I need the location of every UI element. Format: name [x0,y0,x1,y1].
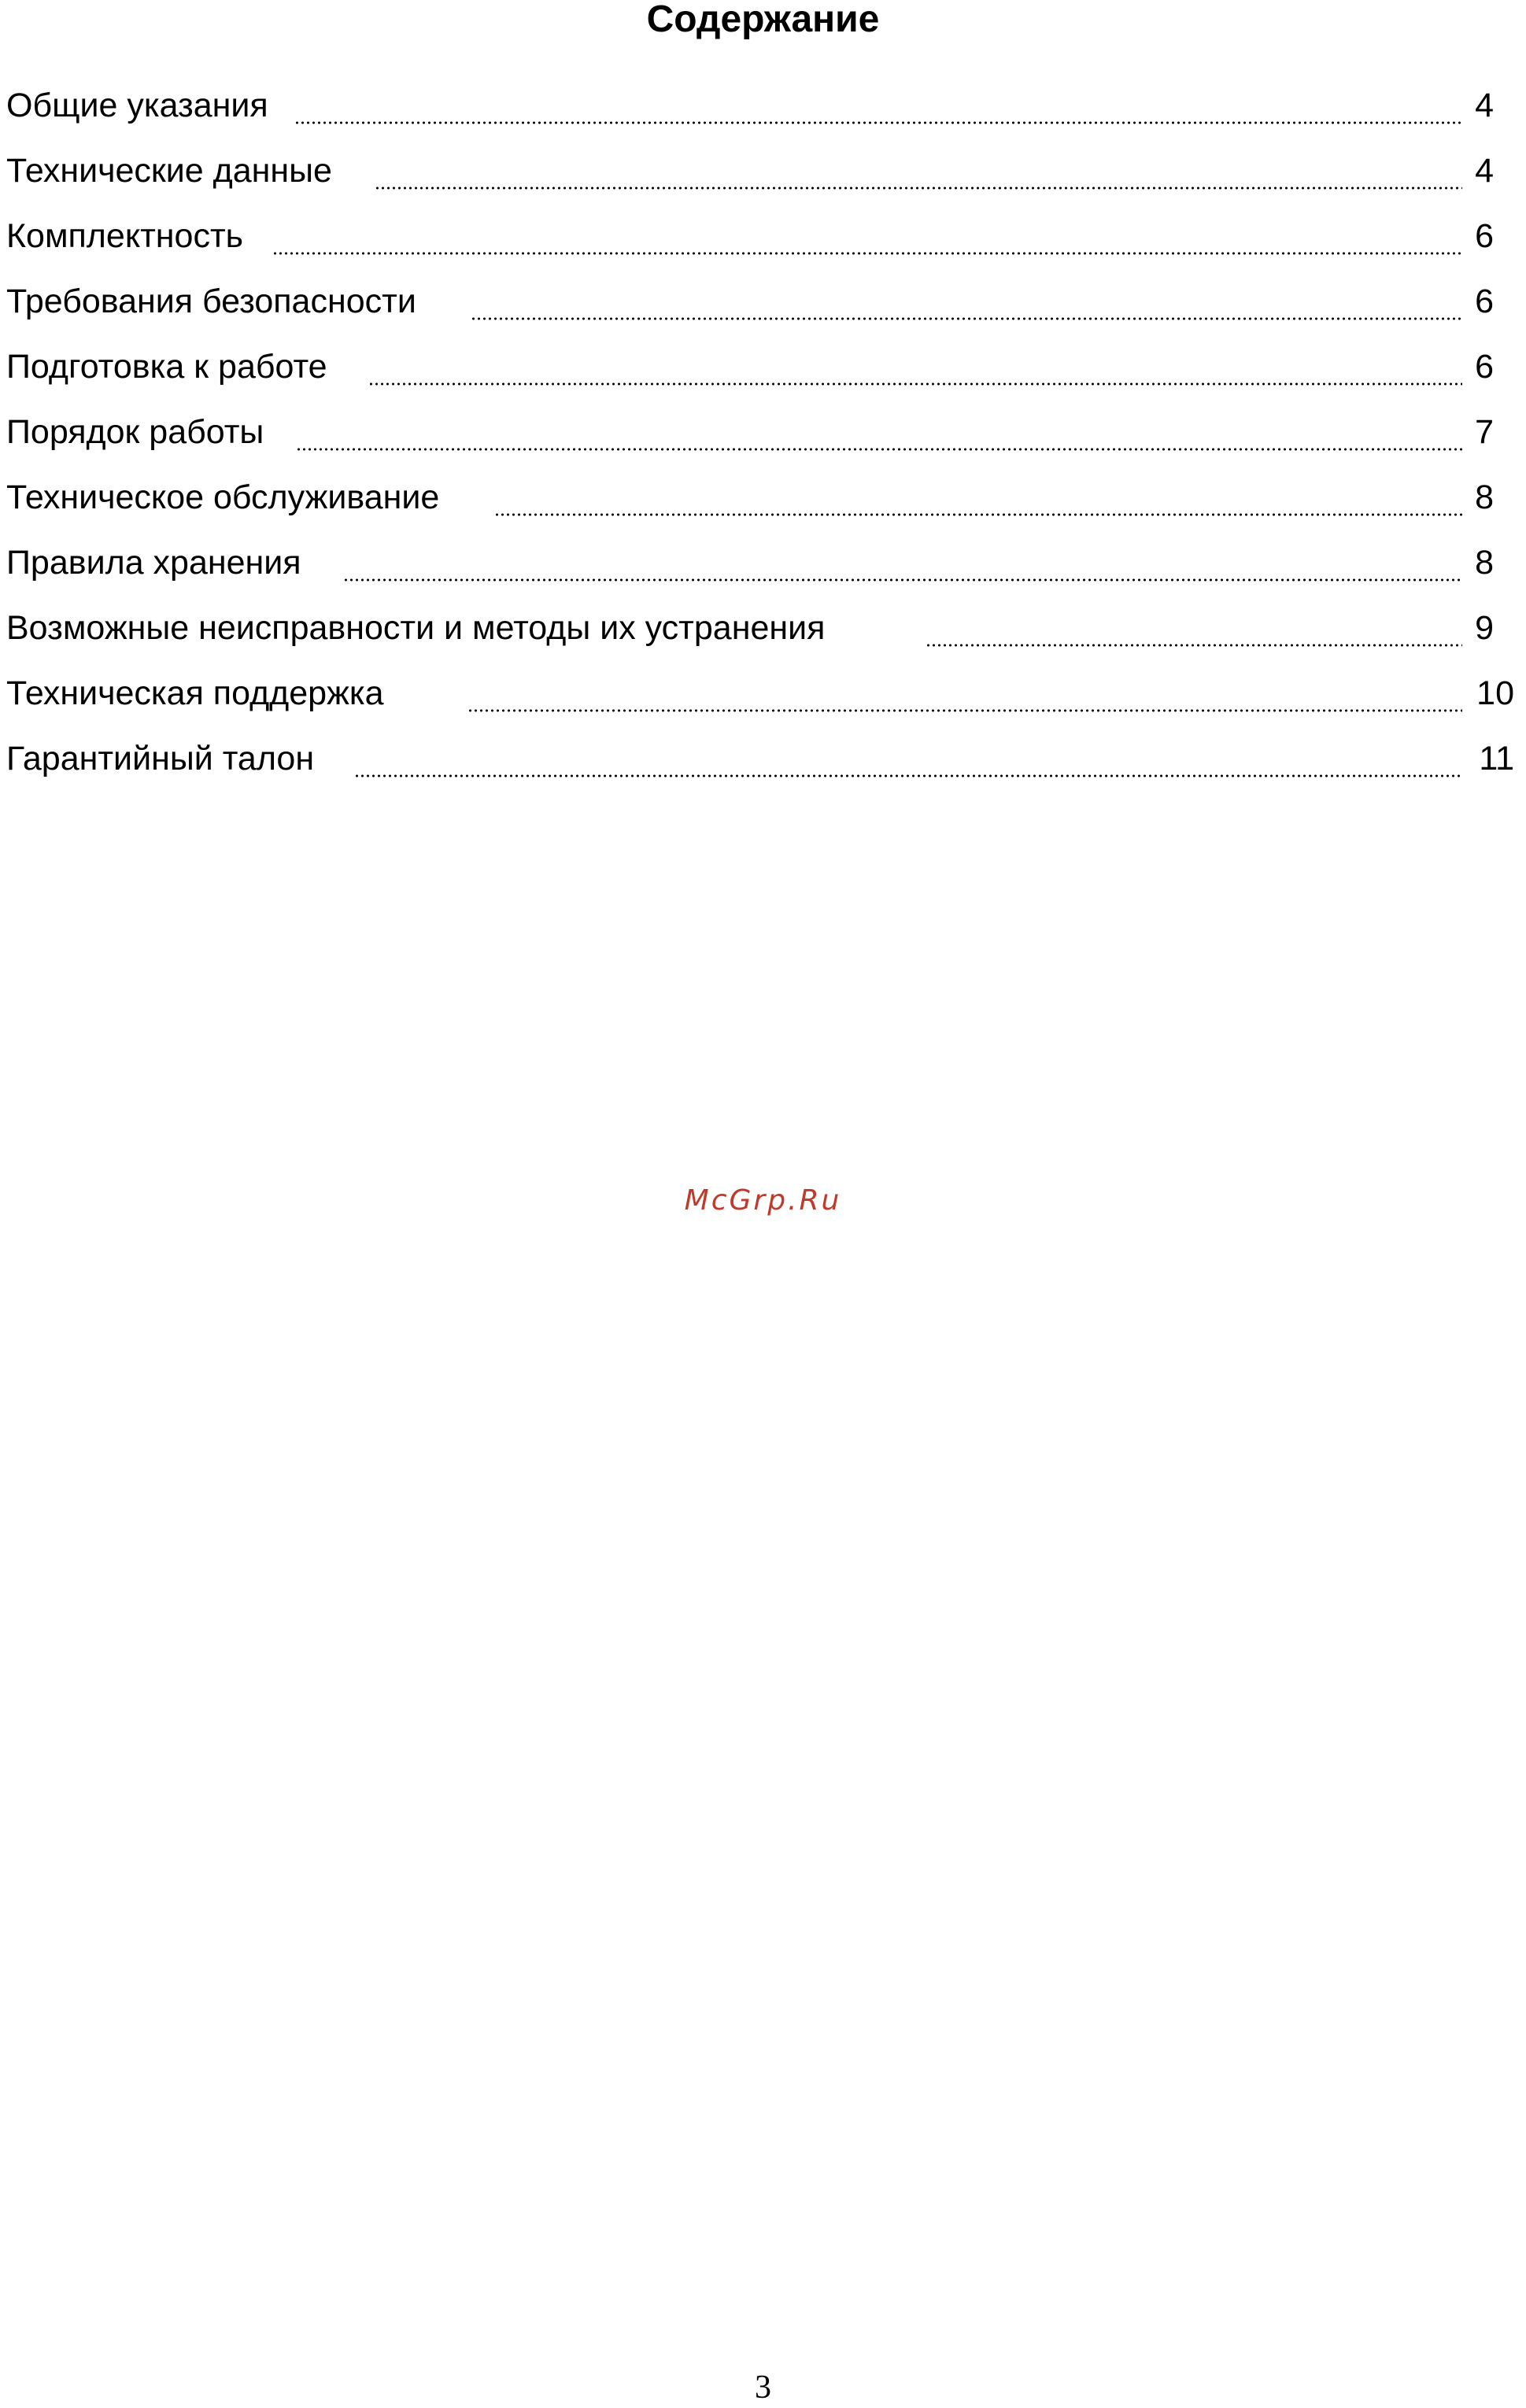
toc-entry[interactable] [6,477,1494,542]
toc-entry-label: Возможные неисправности и методы их устранения [6,609,826,647]
toc-entry[interactable] [6,346,1494,412]
toc-dot-leader [272,244,1462,255]
toc-dot-leader [296,440,1462,451]
toc-entry-page: 6 [1475,283,1494,320]
toc-entry-label: Техническое обслуживание [6,478,440,516]
toc-entry-label: Комплектность [6,217,244,255]
toc-entry[interactable] [6,673,1514,738]
toc-entry[interactable] [6,150,1494,216]
toc-entry-label: Общие указания [6,87,268,124]
toc-dot-leader [294,113,1462,124]
toc-entry[interactable] [6,281,1494,346]
toc-entry-label: Требования безопасности [6,283,416,320]
toc-dot-leader [354,766,1462,777]
toc-entry-page: 8 [1475,544,1494,582]
toc-entry[interactable] [6,738,1514,803]
toc-entry-page: 6 [1475,217,1494,255]
toc-entry-page: 11 [1479,740,1514,777]
toc-dot-leader [494,505,1462,516]
toc-entry-page: 4 [1475,152,1494,190]
toc-dot-leader [343,571,1462,582]
watermark: McGrp.Ru [684,1184,842,1217]
toc-dot-leader [467,701,1462,712]
toc-entry-page: 8 [1475,478,1494,516]
toc-dot-leader [926,636,1462,647]
toc-dot-leader [375,179,1462,190]
toc-entry-page: 4 [1475,87,1494,124]
toc-dot-leader [368,375,1462,386]
toc-entry-page: 9 [1475,609,1494,647]
toc-entry-label: Технические данные [6,152,332,190]
table-of-contents [6,85,1514,803]
toc-entry[interactable] [6,412,1494,477]
page-number: 3 [755,2369,771,2406]
toc-entry[interactable] [6,542,1494,608]
toc-entry-label: Правила хранения [6,544,301,582]
toc-entry-label: Техническая поддержка [6,674,384,712]
toc-entry[interactable] [6,85,1494,150]
toc-entry-page: 7 [1475,413,1494,451]
toc-entry-label: Порядок работы [6,413,264,451]
page-title: Содержание [646,0,880,40]
toc-entry[interactable] [6,216,1494,281]
toc-entry-page: 10 [1476,674,1514,712]
toc-entry-label: Гарантийный талон [6,740,315,777]
toc-entry[interactable] [6,608,1494,673]
toc-entry-label: Подготовка к работе [6,348,327,386]
toc-entry-page: 6 [1475,348,1494,386]
toc-dot-leader [471,309,1462,320]
